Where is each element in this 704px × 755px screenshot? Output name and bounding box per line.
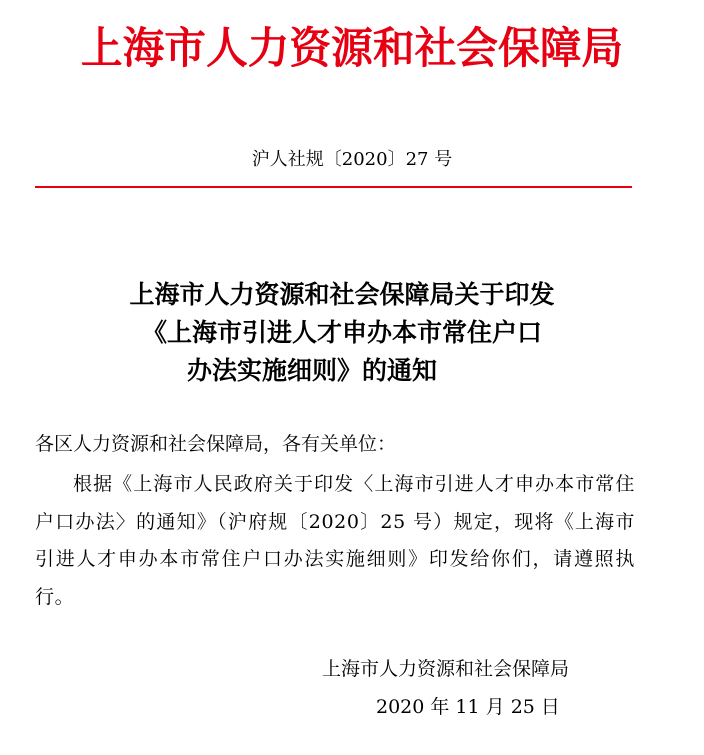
- title-line-3: 办法实施细则》的通知: [186, 356, 437, 385]
- title-line-1: 上海市人力资源和社会保障局关于印发: [129, 280, 555, 309]
- issuing-authority-header: 上海市人力资源和社会保障局: [80, 24, 624, 74]
- addressee-line: 各区人力资源和社会保障局，各有关单位：: [35, 433, 397, 455]
- signature-organization: 上海市人力资源和社会保障局: [322, 658, 570, 680]
- red-divider-line: [35, 186, 632, 188]
- signature-date: 2020 年 11 月 25 日: [376, 696, 560, 718]
- title-line-2: 《上海市引进人才申办本市常住户口: [141, 318, 542, 347]
- document-number: 沪人社规〔2020〕27 号: [251, 149, 453, 170]
- body-paragraph: 根据《上海市人民政府关于印发〈上海市引进人才申办本市常住户口办法〉的通知》（沪府规〔2020〕25 号）规定，现将《上海市引进人才申办本市常住户口办法实施细则》印发给你们，请遵照执行。: [35, 473, 635, 608]
- document-title: [0, 276, 704, 390]
